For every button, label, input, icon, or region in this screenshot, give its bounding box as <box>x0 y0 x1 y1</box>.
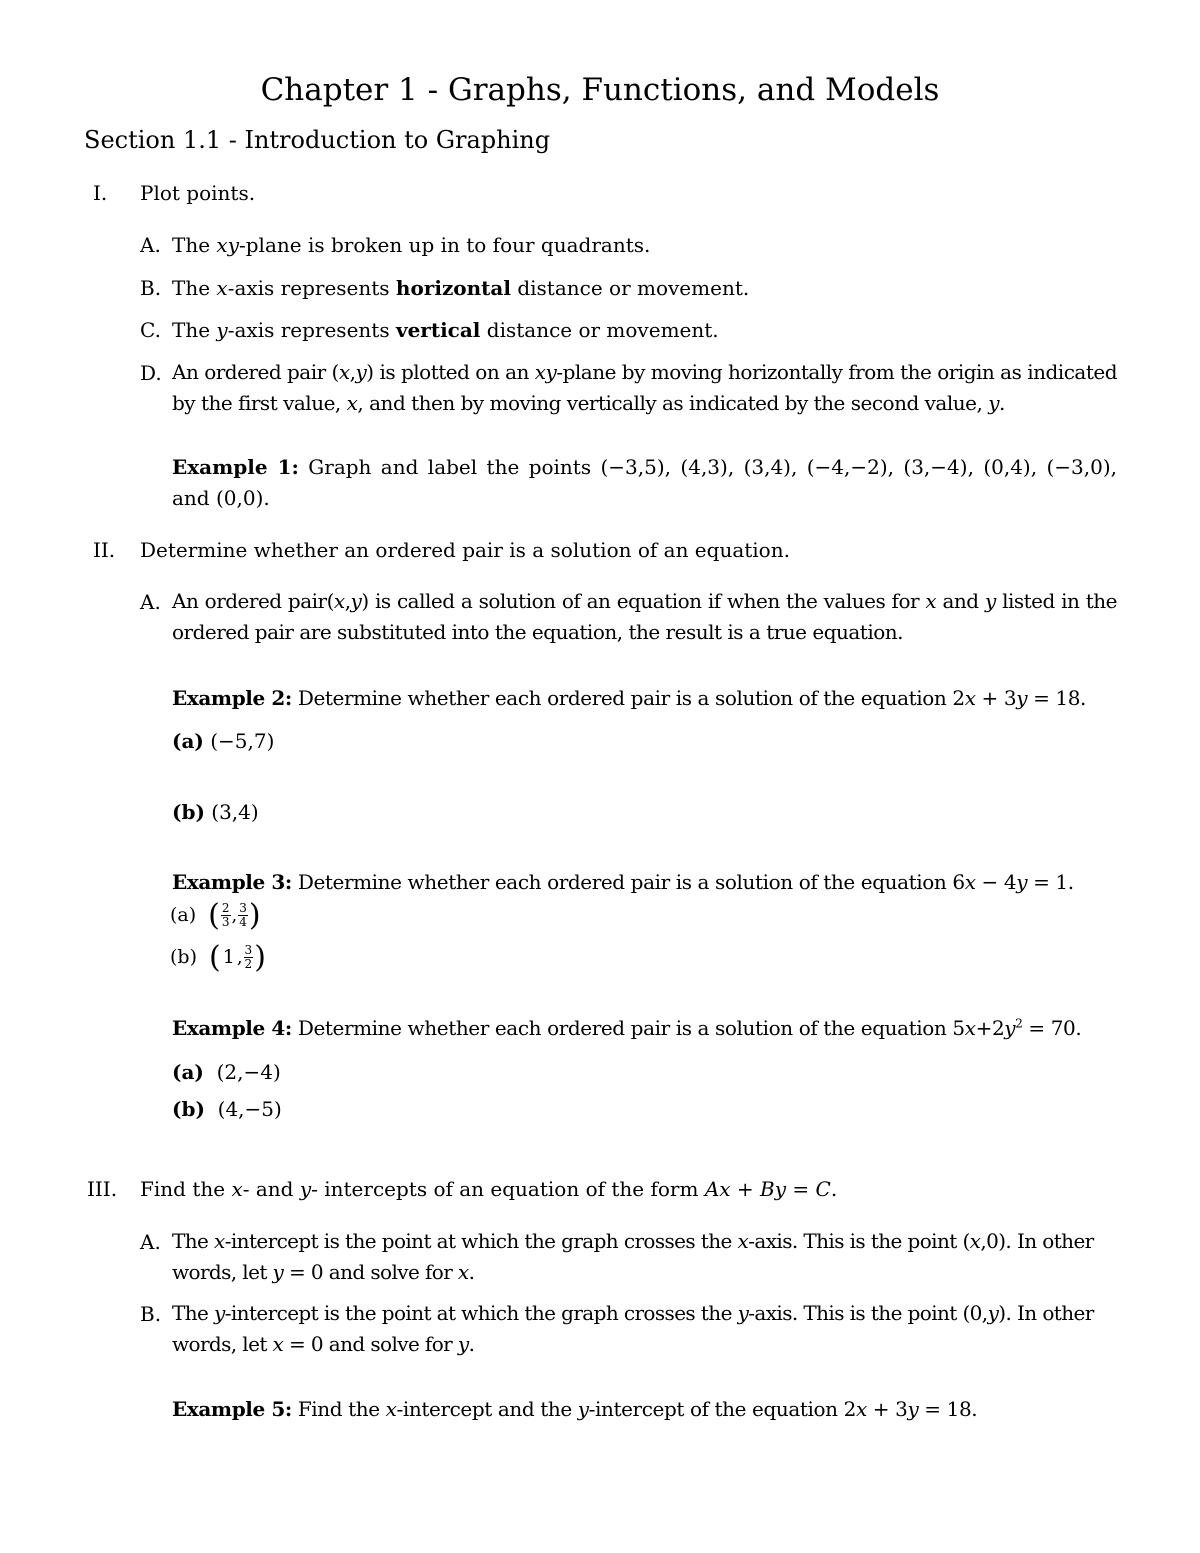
part-2-number: II. <box>93 538 116 562</box>
item-1c-text: The y-axis represents vertical distance or movement. <box>172 318 719 342</box>
section-heading: Section 1.1 - Introduction to Graphing <box>84 126 551 154</box>
example-2-part-a: (a) (−5,7) <box>172 729 275 753</box>
example-3-part-b: (b) ( 1 , $\frac{3}{2}$ ) <box>170 939 266 975</box>
part-2-heading: Determine whether an ordered pair is a solution of an equation. <box>140 538 790 562</box>
example-4-prompt: Example 4: Determine whether each ordered pair is a solution of the equation $5x+2y^2 = 70$. <box>172 1016 1082 1040</box>
fraction-three-fourths: $\frac{3}{4}$ <box>239 900 247 929</box>
example-4-part-a: (a) (2,−4) <box>172 1060 281 1084</box>
example-2-prompt: Example 2: Determine whether each ordered pair is a solution of the equation 2x + 3y = 18. <box>172 686 1086 710</box>
fraction-three-halves: $\frac{3}{2}$ <box>244 942 253 971</box>
example-1: Example 1: Graph and label the points (−3,5), (4,3), (3,4), (−4,−2), (3,−4), (0,4), (−3,0), and (0,0). <box>172 455 1117 510</box>
item-3a-letter: A. <box>140 1230 161 1254</box>
item-2a-letter: A. <box>140 590 161 614</box>
example-3-prompt: Example 3: Determine whether each ordered pair is a solution of the equation 6x − 4y = 1. <box>172 870 1074 894</box>
item-1d-letter: D. <box>140 361 162 385</box>
item-1b-letter: B. <box>140 276 162 300</box>
chapter-title: Chapter 1 - Graphs, Functions, and Models <box>260 72 940 108</box>
example-5: Example 5: Find the x-intercept and the y-intercept of the equation 2x + 3y = 18. <box>172 1397 978 1421</box>
item-1b-text: The x-axis represents horizontal distance or movement. <box>172 276 750 300</box>
example-3-part-a: (a) ( $\frac{2}{3}$ , $\frac{3}{4}$ ) <box>170 897 261 933</box>
fraction-two-thirds: $\frac{2}{3}$ <box>221 900 230 929</box>
item-3b-text: The y-intercept is the point at which the graph crosses the y-axis. This is the point (0,y). In other words, let x = 0 and solve for y. <box>172 1301 1094 1356</box>
item-1c-letter: C. <box>140 318 161 342</box>
item-1a-text: The xy-plane is broken up in to four quadrants. <box>172 233 651 257</box>
item-3a-text: The x-intercept is the point at which the graph crosses the x-axis. This is the point (x,0). In other words, let y = 0 and solve for x. <box>172 1229 1094 1284</box>
part-3-number: III. <box>87 1177 118 1201</box>
item-2a-text: An ordered pair(x,y) is called a solution of an equation if when the values for x and y listed in the ordered pair are substituted into the equation, the result is a true equation. <box>172 589 1117 644</box>
item-1a-letter: A. <box>140 233 161 257</box>
item-3b-letter: B. <box>140 1302 162 1326</box>
part-1-number: I. <box>93 181 108 205</box>
part-1-heading: Plot points. <box>140 181 256 205</box>
part-3-heading: Find the x- and y- intercepts of an equation of the form Ax + By = C. <box>140 1177 838 1201</box>
example-4-part-b: (b) (4,−5) <box>172 1097 282 1121</box>
example-2-part-b: (b) (3,4) <box>172 800 259 824</box>
item-1d-text: An ordered pair (x,y) is plotted on an xy-plane by moving horizontally from the origin as indicated by the first value, x, and then by moving vertically as indicated by the second value, y. <box>172 360 1117 415</box>
